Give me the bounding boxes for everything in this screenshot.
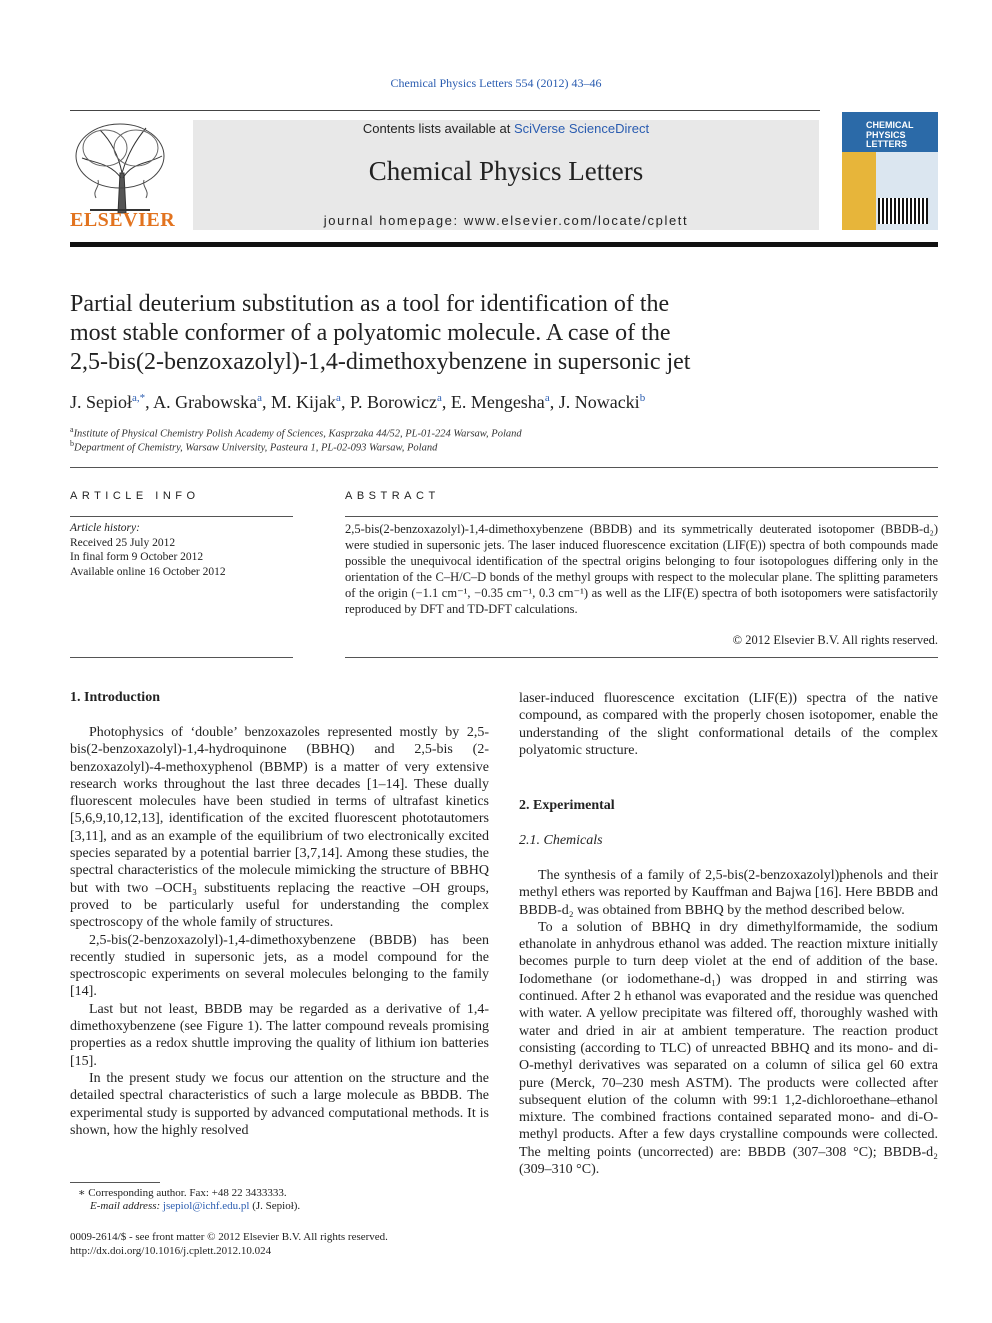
author-affil-sup[interactable]: a: [436, 392, 442, 404]
body-paragraph: The synthesis of a family of 2,5-bis(2-benzoxazolyl)phenols and their methyl ethers was reported by Kauffman and Bajwa [16]. Here BBDB and BBDB-d₂ was obtained from BBHQ by the method described below.: [519, 868, 938, 918]
body-paragraph: To a solution of BBHQ in dry dimethylformamide, the sodium ethanolate in anhydrous ethanol was added. The reaction mixture initially becomes purple to turn deep violet at the end of addition of the base. Iodomethane (or iodomethane-d₁) was dropped in and stirring was continued. After 2 h ethanol was evaporated and the residue was quenched with water. A yellow precipitate was filtered off, thoroughly washed with water and dried in air at ambient temperature. The reaction product consisting (according to TLC) of unreacted BBHQ and its mono- and di-O-methyl derivatives was separated on a column of silica gel 60 extra pure (Merck, 70–230 mesh ASTM). The products were collected after subsequent elution of the column with 99:1 1,2-dichloroethane–ethanol mixture. The combined fractions contained separated mono- and di-O-methyl products. After a few days crystalline compounds were collected. The melting points (uncorrected) are: BBDB (307–308 °C); BBDB-d₂ (309–310 °C).: [519, 919, 938, 1178]
email-suffix: (J. Sepioł).: [252, 1200, 301, 1212]
history-label: Article history:: [70, 522, 140, 534]
body-paragraph: In the present study we focus our attention on the structure and the detailed spectral characteristics of such a large molecule as BBDB. The experimental study is supported by advanced computational methods. It is shown, how the highly resolved: [70, 1070, 489, 1138]
issn-line: 0009-2614/$ - see front matter © 2012 Elsevier B.V. All rights reserved.: [70, 1231, 388, 1243]
homepage-link[interactable]: www.elsevier.com/locate/cplett: [463, 213, 689, 228]
email-note: [90, 1200, 300, 1212]
journal-banner: [193, 120, 819, 230]
journal-name: Chemical Physics Letters: [368, 156, 644, 186]
author-name[interactable]: P. Borowicz: [349, 392, 437, 412]
section-rule: [70, 467, 938, 468]
affiliation-sup: a: [70, 425, 74, 434]
copyright-line: © 2012 Elsevier B.V. All rights reserved.: [732, 633, 938, 647]
author-name[interactable]: E. Mengesha: [450, 392, 545, 412]
subsection-heading-chemicals: 2.1. Chemicals: [519, 833, 603, 848]
left-column-text: [70, 724, 489, 1139]
corresponding-author-note: ∗ Corresponding author. Fax: +48 22 3433333.: [78, 1187, 287, 1199]
doi-link[interactable]: http://dx.doi.org/10.1016/j.cplett.2012.10.024: [70, 1245, 272, 1257]
cover-title-line: PHYSICS: [866, 129, 906, 140]
article-title: [70, 290, 770, 377]
sciencedirect-link[interactable]: SciVerse ScienceDirect: [513, 121, 650, 136]
author-list: J. Sepioł$^{a,*}$, A. Grabowska$^a$, M. Kijak$^a$, P. Borowicz$^a$, E. Mengesha$^a$, J. Nowacki$^b$: [70, 392, 646, 412]
contents-prefix: Contents lists available at: [362, 121, 511, 136]
footnote-rule: [70, 1182, 160, 1183]
received-date: Received 25 July 2012: [70, 536, 176, 549]
affiliation: [70, 425, 522, 440]
article-info-bottom-rule: [70, 657, 293, 658]
email-label: E-mail address:: [90, 1200, 161, 1212]
body-paragraph: Photophysics of ‘double’ benzoxazoles represented mostly by 2,5-bis(2-benzoxazolyl)-1,4-hydroquinone (BBHQ) and 2,5-bis (2-benzoxazolyl)-4-methoxyphenol (BBMP) is a matter of very extensive research works throughout the last three decades [1–14]. These dually fluorescent molecules have been studied in terms of ultrafast kinetics [5,6,9,10,12,13], identification of the excited fluorescent phototautomers [3,11], and as an example of the equilibrium of two electronically excited species separated by a potential barrier [3,7,14]. Among these studies, the spectral characteristics of the molecule mimicking the structure of BBHQ but with two –OCH₃ substituents replacing the reactive –OH groups, proved to be particularly useful for understanding the complex spectroscopy of the whole family of structures.: [70, 725, 489, 931]
revised-date: In final form 9 October 2012: [70, 551, 204, 563]
author-affil-sup[interactable]: a: [544, 392, 550, 404]
article-info-heading: ARTICLE INFO: [70, 490, 200, 502]
author-name[interactable]: J. Nowacki: [558, 392, 640, 412]
affiliation-text: Institute of Physical Chemistry Polish Academy of Sciences, Kasprzaka 44/52, PL-01-224 Warsaw, Poland: [73, 428, 522, 440]
body-paragraph: Last but not least, BBDB may be regarded as a derivative of 1,4-dimethoxybenzene (see Figure 1). The latter compound reveals promising properties as a redox shuttle improving the quality of lithium ion batteries [15].: [70, 1001, 489, 1069]
author-affil-sup[interactable]: a,*: [132, 392, 146, 404]
journal-reference[interactable]: Chemical Physics Letters 554 (2012) 43–46: [390, 76, 602, 90]
author-name[interactable]: M. Kijak: [271, 392, 337, 412]
article-history: [70, 521, 295, 579]
author-name[interactable]: A. Grabowska: [153, 392, 258, 412]
body-paragraph: 2,5-bis(2-benzoxazolyl)-1,4-dimethoxybenzene (BBDB) has been recently studied in supersonic jets, as a model compound for the spectroscopic experiments on several molecules belonging to the family [14].: [70, 932, 489, 1000]
abstract-heading: ABSTRACT: [345, 490, 440, 502]
right-column-continuation: [519, 690, 938, 759]
email-link[interactable]: jsepiol@ichf.edu.pl: [162, 1200, 250, 1212]
article-info-rule: [70, 516, 293, 517]
tree-icon: [70, 118, 172, 214]
abstract-rule: [345, 516, 938, 517]
cover-title-line: LETTERS: [866, 139, 908, 149]
abstract-text: 2,5-bis(2-benzoxazolyl)-1,4-dimethoxybenzene (BBDB) and its symmetrically deuterated isotopomer (BBDB-d₂) were studied in supersonic jets. The laser induced fluorescence excitation (LIF(E)) spectra of both compounds made possible the unequivocal identification of the spectral origins belonging to four isotopologues differing only in the orientation of the C–H/C–D bonds of the methyl groups with respect to the molecular plane. The splitting parameters of the origin (−1.1 cm⁻¹, −0.35 cm⁻¹, 0.3 cm⁻¹) as well as the LIF(E) spectra of both isotopomers were satisfactorily reproduced by DFT and TD-DFT calculations.: [345, 522, 938, 616]
author-affil-sup[interactable]: a: [257, 392, 263, 404]
homepage-prefix: journal homepage:: [323, 213, 459, 228]
author-affil-sup[interactable]: a: [336, 392, 341, 404]
cover-title: [866, 121, 914, 150]
journal-cover[interactable]: [842, 112, 938, 230]
title-line: Partial deuterium substitution as a tool for identification of the: [70, 291, 670, 317]
publisher-name: ELSEVIER: [70, 209, 176, 231]
affiliation-text: Department of Chemistry, Warsaw University, Pasteura 1, PL-02-093 Warsaw, Poland: [74, 442, 438, 454]
right-column-text: [519, 867, 938, 1178]
cover-spectrum-graphic: [878, 198, 928, 224]
affiliation: [70, 439, 437, 454]
affiliation-sup: b: [70, 439, 74, 448]
section-heading-introduction: 1. Introduction: [70, 690, 160, 705]
homepage-line: [193, 213, 819, 228]
abstract-bottom-rule: [345, 657, 938, 658]
title-line: 2,5-bis(2-benzoxazolyl)-1,4-dimethoxybenzene in supersonic jet: [70, 349, 691, 375]
cover-title-line: CHEMICAL: [866, 120, 914, 130]
author-name[interactable]: J. Sepioł: [70, 392, 133, 412]
cover-yellow-panel: [842, 152, 876, 230]
elsevier-logo: [70, 118, 175, 236]
contents-line: [193, 121, 819, 136]
body-paragraph: laser-induced fluorescence excitation (LIF(E)) spectra of the native compound, as compared with the properly chosen isotopomer, enable the understanding of the slight conformational details of the complex polyatomic structure.: [519, 691, 938, 758]
section-heading-experimental: 2. Experimental: [519, 798, 615, 813]
title-line: most stable conformer of a polyatomic molecule. A case of the: [70, 320, 671, 346]
header-thick-rule: [70, 242, 938, 247]
author-affil-sup[interactable]: b: [639, 392, 646, 404]
online-date: Available online 16 October 2012: [70, 565, 226, 578]
header-rule: [70, 110, 820, 111]
